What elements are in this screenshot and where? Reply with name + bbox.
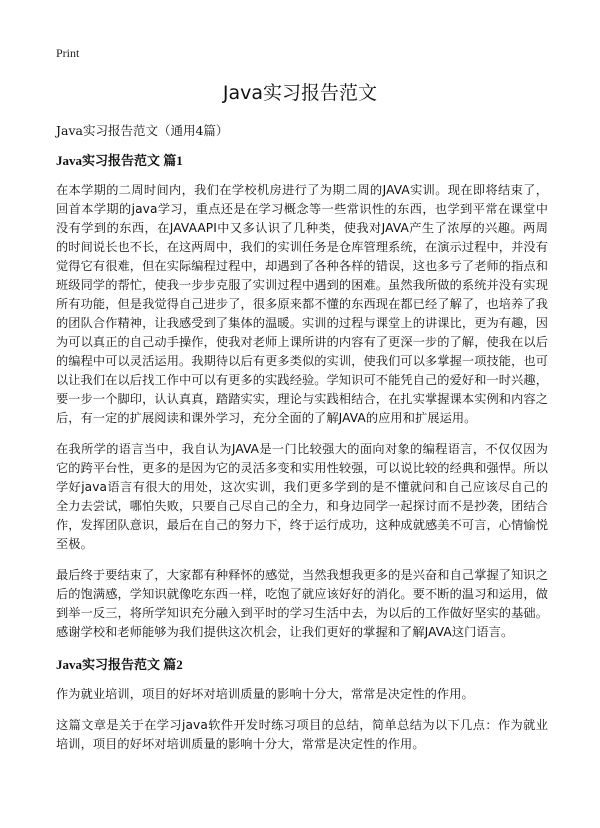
section-2-paragraph-2: 这篇文章是关于在学习java软件开发时练习项目的总结，简单总结为以下几点：作为就业培训，项目的好坏对培训质量的影响十分大，常常是决定性的作用。 [56,718,548,751]
document-body [56,150,548,754]
section-heading-2: Java实习报告范文 篇2 [56,657,183,672]
section-1-paragraph-3: 最后终于要结束了，大家都有种释怀的感觉，当然我想我更多的是兴奋和自己掌握了知识之后的饱满感，学知识就像吃东西一样，吃饱了就应该好好的消化。要不断的温习和运用，做到举一反三，将所学知识充分融入到平时的学习生活中去，为以后的工作做好坚实的基础。感谢学校和老师能够为我们提供这次机会，让我们更好的掌握和了解JAVA这门语言。 [56,568,548,639]
document-subtitle: Java实习报告范文（通用4篇） [56,123,229,138]
section-1-paragraph-1: 在本学期的二周时间内，我们在学校机房进行了为期二周的JAVA实训。现在即将结束了，回首本学期的java学习，重点还是在学习概念等一些常识性的东西，也学到平常在课堂中没有学到的东西，在JAVAAPI中又多认识了几种类，使我对JAVA产生了浓厚的兴趣。两周的时间说长也不长，在这两周中，我们的实训任务是仓库管理系统，在演示过程中，并没有觉得它有很难，但在实际编程过程中，却遇到了各种各样的错误，这也多亏了老师的指点和班级同学的帮忙，使我一步步克服了实训过程中遇到的困难。虽然我所做的系统并没有实现所有功能，但是我觉得自己进步了，很多原来都不懂的东西现在都已经了解了，也培养了我的团队合作精神，让我感受到了集体的温暖。实训的过程与课堂上的讲课比，更为有趣，因为可以真正的自己动手操作，使我对老师上课所讲的内容有了更深一步的了解，使我在以后的编程中可以灵活运用。我期待以后有更多类似的实训，使我们可以多掌握一项技能，也可以让我们在以后找工作中可以有更多的实践经验。学知识可不能凭自己的爱好和一时兴趣，要一步一个脚印，认认真真，踏踏实实，理论与实践相结合，在扎实掌握课本实例和内容之后，有一定的扩展阅读和课外学习，充分全面的了解JAVA的应用和扩展运用。 [56,183,548,425]
section-2-paragraph-1: 作为就业培训，项目的好坏对培训质量的影响十分大，常常是决定性的作用。 [56,687,474,701]
print-link[interactable]: Print [56,46,80,60]
section-1-paragraph-2: 在我所学的语言当中，我自认为JAVA是一门比较强大的面向对象的编程语言，不仅仅因为它的跨平台性，更多的是因为它的灵活多变和实用性较强，可以说比较的经典和强悍。所以学好java语言有很大的用处，这次实训，我们更多学到的是不懂就问和自己应该尽自己的全力去尝试，哪怕失败，只要自己尽自己的全力，和身边同学一起探讨而不是抄袭，团结合作，发挥团队意识，最后在自己的努力下，终于运行成功，这种成就感美不可言，心情愉悦至极。 [56,442,548,551]
section-heading-1: Java实习报告范文 篇1 [56,153,183,168]
page-title: Java实习报告范文 [222,82,378,104]
